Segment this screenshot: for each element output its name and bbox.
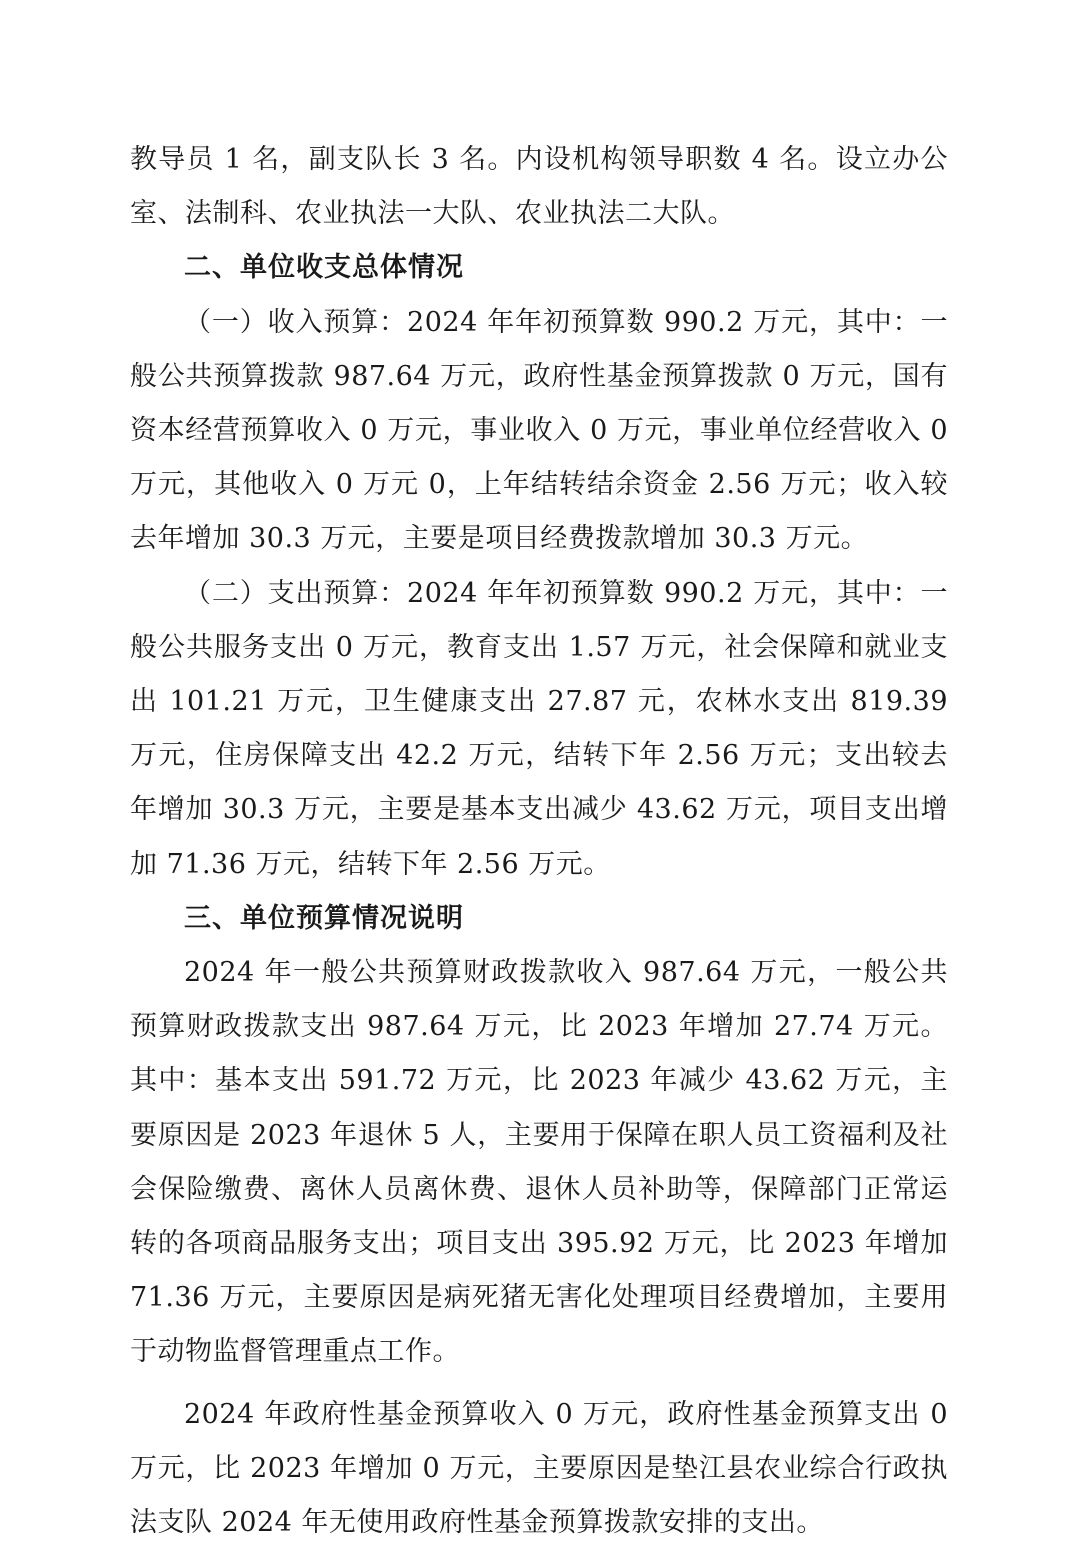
intro-continuation-paragraph: 教导员 1 名，副支队长 3 名。内设机构领导职数 4 名。设立办公室、法制科、农业执法一大队、农业执法二大队。 [130,144,948,230]
general-public-budget-paragraph: 2024 年一般公共预算财政拨款收入 987.64 万元，一般公共预算财政拨款支出 987.64 万元，比 2023 年增加 27.74 万元。其中：基本支出 591.72 万元，比 2023 年减少 43.62 万元，主要原因是 2023 年退休 5 人，主要用于保障在职人员工资福利及社会保险缴费、离休人员离休费、退休人员补助等，保障部门正常运转的各项商品服务支出；项目支出 395.92 万元，比 2023 年增加 71.36 万元，主要原因是病死猪无害化处理项目经费增加，主要用于动物监督管理重点工作。 [130,957,948,1368]
section-heading-budget-explanation: 三、单位预算情况说明 [184,902,464,934]
government-fund-budget-paragraph: 2024 年政府性基金预算收入 0 万元，政府性基金预算支出 0 万元，比 2023 年增加 0 万元，主要原因是垫江县农业综合行政执法支队 2024 年无使用政府性基金预算拨款安排的支出。 [130,1398,948,1539]
section-heading-income-expenditure-overview: 二、单位收支总体情况 [184,252,464,284]
document-page [130,133,948,1550]
expenditure-budget-paragraph: （二）支出预算：2024 年年初预算数 990.2 万元，其中：一般公共服务支出 0 万元，教育支出 1.57 万元，社会保障和就业支出 101.21 万元，卫生健康支出 27.87 元，农林水支出 819.39 万元，住房保障支出 42.2 万元，结转下年 2.56 万元；支出较去年增加 30.3 万元，主要是基本支出减少 43.62 万元，项目支出增加 71.36 万元，结转下年 2.56 万元。 [130,577,948,880]
income-budget-paragraph: （一）收入预算：2024 年年初预算数 990.2 万元，其中：一般公共预算拨款 987.64 万元，政府性基金预算拨款 0 万元，国有资本经营预算收入 0 万元，事业收入 0 万元，事业单位经营收入 0 万元，其他收入 0 万元 0，上年结转结余资金 2.56 万元；收入较去年增加 30.3 万元，主要是项目经费拨款增加 30.3 万元。 [130,306,948,555]
